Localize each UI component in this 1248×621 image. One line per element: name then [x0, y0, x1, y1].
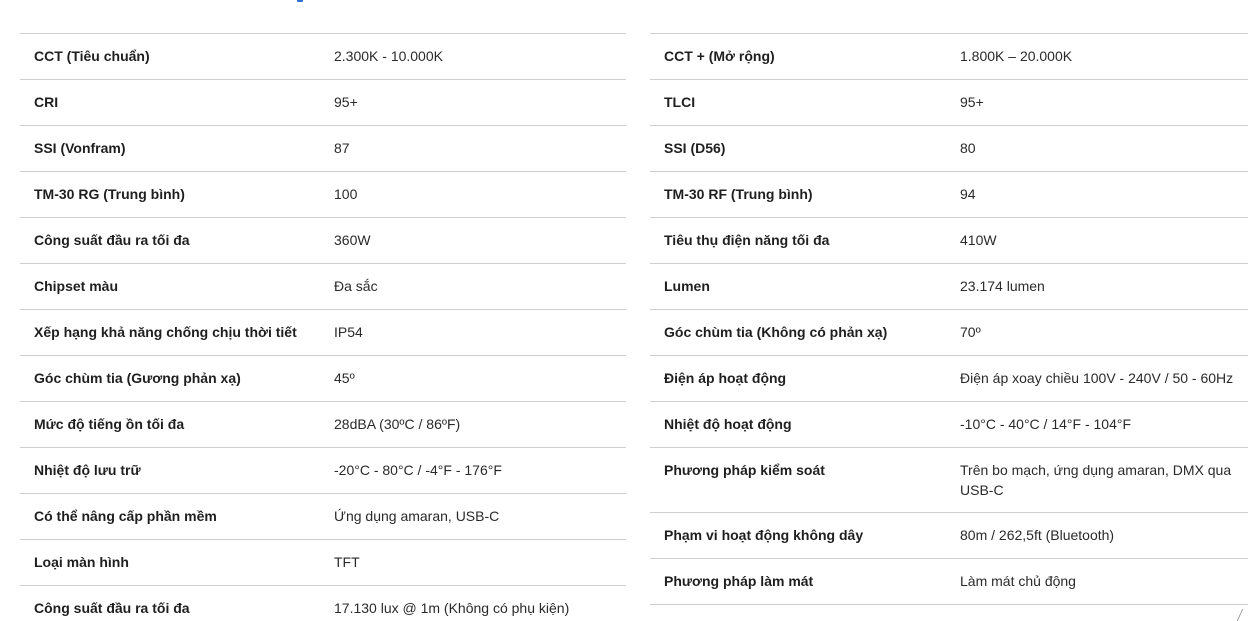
- spec-label: Mức độ tiếng ồn tối đa: [34, 416, 185, 432]
- spec-label: TM-30 RG (Trung bình): [34, 186, 185, 202]
- spec-label: Có thể nâng cấp phần mềm: [34, 508, 217, 524]
- spec-label: Chipset màu: [34, 278, 119, 294]
- spec-value: 17.130 lux @ 1m (Không có phụ kiện): [334, 600, 570, 616]
- spec-row: [650, 356, 1248, 402]
- spec-value: Điện áp xoay chiều 100V - 240V / 50 - 60Hz: [960, 370, 1234, 386]
- spec-row: [20, 264, 626, 310]
- spec-row: [650, 80, 1248, 126]
- spec-row: [20, 356, 626, 402]
- spec-label: Xếp hạng khả năng chống chịu thời tiết: [34, 324, 297, 340]
- spec-label: SSI (D56): [664, 140, 726, 156]
- spec-value: -10°C - 40°C / 14°F - 104°F: [960, 416, 1132, 432]
- spec-row: [650, 559, 1248, 605]
- spec-value: TFT: [334, 554, 360, 570]
- spec-label: Công suất đầu ra tối đa: [34, 232, 190, 248]
- spec-label: Phương pháp làm mát: [664, 573, 814, 589]
- spec-label: Loại màn hình: [34, 554, 129, 570]
- spec-value: -20°C - 80°C / -4°F - 176°F: [334, 462, 502, 478]
- spec-value: 100: [334, 186, 358, 202]
- spec-row: [20, 218, 626, 264]
- spec-row: [650, 402, 1248, 448]
- spec-value: 410W: [960, 232, 997, 248]
- spec-row: [20, 310, 626, 356]
- spec-label: Phạm vi hoạt động không dây: [664, 527, 864, 543]
- spec-row: [20, 34, 626, 80]
- spec-value: 70º: [960, 324, 981, 340]
- spec-value: 80: [960, 140, 976, 156]
- spec-row: [20, 126, 626, 172]
- spec-value: Ứng dụng amaran, USB-C: [334, 508, 500, 524]
- spec-label: Nhiệt độ lưu trữ: [34, 462, 141, 478]
- spec-row: [650, 448, 1248, 513]
- spec-table-right: [650, 33, 1248, 605]
- spec-row: [20, 540, 626, 586]
- spec-value: 87: [334, 140, 350, 156]
- spec-value: 45º: [334, 370, 355, 386]
- spec-row: [650, 513, 1248, 559]
- spec-row: [650, 126, 1248, 172]
- spec-label: TLCI: [664, 94, 696, 110]
- spec-value: 2.300K - 10.000K: [334, 48, 443, 64]
- spec-value: Trên bo mạch, ứng dụng amaran, DMX qua USB-C: [960, 462, 1232, 498]
- spec-row: [20, 172, 626, 218]
- corner-decoration: [1236, 609, 1248, 621]
- spec-row: [20, 494, 626, 540]
- spec-value: Làm mát chủ động: [960, 573, 1076, 589]
- spec-label: TM-30 RF (Trung bình): [664, 186, 813, 202]
- spec-label: SSI (Vonfram): [34, 140, 126, 156]
- spec-row: [650, 34, 1248, 80]
- spec-label: CRI: [34, 94, 59, 110]
- spec-label: CCT + (Mở rộng): [664, 48, 775, 64]
- spec-label: Tiêu thụ điện năng tối đa: [664, 232, 830, 248]
- spec-label: Góc chùm tia (Gương phản xạ): [34, 370, 241, 386]
- spec-label: Công suất đầu ra tối đa: [34, 600, 190, 616]
- top-accent-mark: [297, 0, 303, 2]
- spec-label: Phương pháp kiểm soát: [664, 462, 825, 478]
- spec-label: Điện áp hoạt động: [664, 370, 787, 386]
- spec-value: 95+: [960, 94, 984, 110]
- spec-label: Nhiệt độ hoạt động: [664, 416, 792, 432]
- spec-row: [20, 448, 626, 494]
- spec-label: Lumen: [664, 278, 710, 294]
- spec-value: 80m / 262,5ft (Bluetooth): [960, 527, 1115, 543]
- spec-row: [20, 80, 626, 126]
- spec-value: 94: [960, 186, 976, 202]
- spec-value: 23.174 lumen: [960, 278, 1045, 294]
- spec-table-left: [20, 33, 626, 621]
- spec-label: Góc chùm tia (Không có phản xạ): [664, 324, 888, 340]
- spec-value: 360W: [334, 232, 371, 248]
- spec-row: [20, 402, 626, 448]
- spec-value: 95+: [334, 94, 358, 110]
- spec-row: [20, 586, 626, 621]
- spec-value: 28dBA (30ºC / 86ºF): [334, 416, 461, 432]
- spec-label: CCT (Tiêu chuẩn): [34, 48, 150, 64]
- spec-row: [650, 218, 1248, 264]
- spec-row: [650, 310, 1248, 356]
- spec-value: 1.800K – 20.000K: [960, 48, 1073, 64]
- spec-row: [650, 172, 1248, 218]
- spec-row: [650, 264, 1248, 310]
- spec-value: Đa sắc: [334, 278, 378, 294]
- spec-value: IP54: [334, 324, 363, 340]
